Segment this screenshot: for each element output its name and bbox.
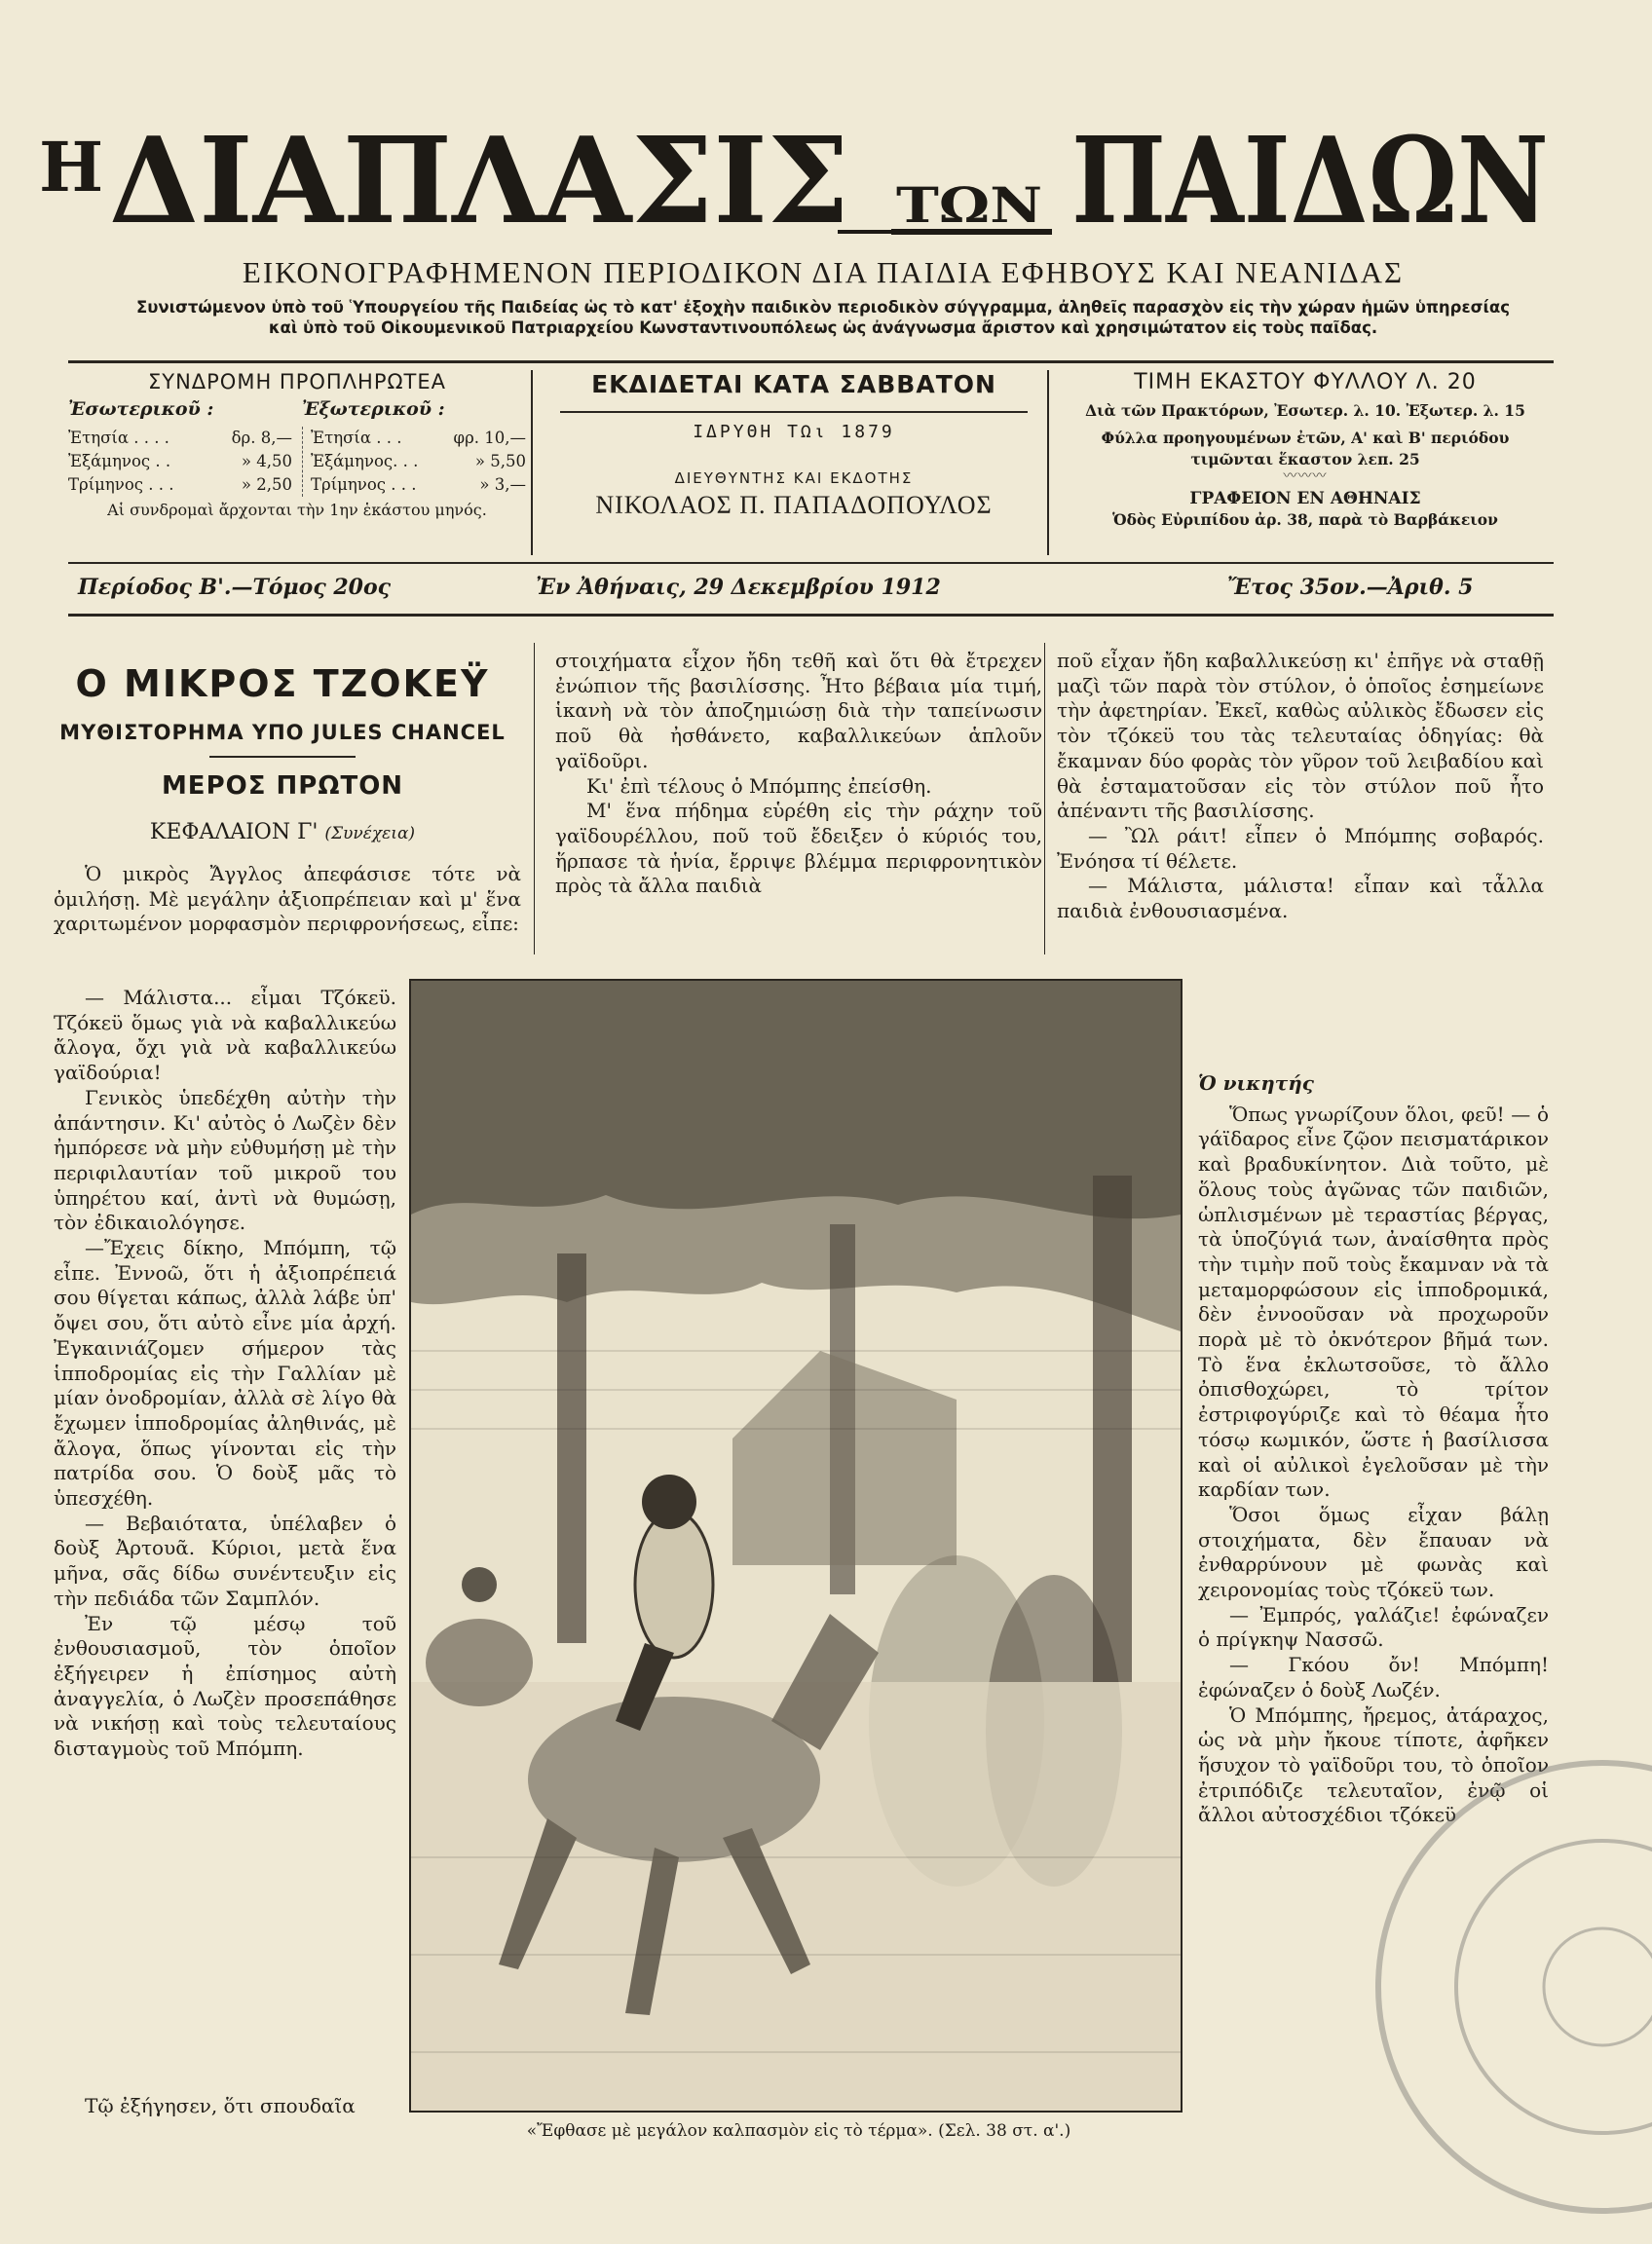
domestic-list — [68, 427, 292, 497]
article-subtitle: ΜΥΘΙΣΤΟΡΗΜΑ ΥΠΟ JULES CHANCEL — [59, 721, 506, 744]
paragraph: —Ἔχεις δίκηο, Μπόμπη, τῷ εἶπε. Ἐννοῶ, ὅτι ἡ ἀξιοπρέπειά σου θίγεται κάπως, ἀλλὰ λάβε ὑπ' ὄψει σου, ὅτι αὐτὸ εἶνε μία ἀρχή. Ἐγκαινιάζομεν σήμερον τὰς ἱπποδρομίας εἰς τὴν Γαλλίαν μὲ μίαν ὀνοδρομίαν, ἀλλὰ σὲ λίγο θὰ ἔχωμεν ἱπποδρομίας ἀληθινάς, μὲ ἄλογα, ὅπως γίνονται εἰς τὴν πατρίδα σου. Ὁ δοὺξ μᾶς τὸ ὑπεσχέθη. — [54, 1236, 396, 1511]
masthead-article: Η — [39, 127, 104, 207]
illustration-drawing — [411, 981, 1181, 2111]
masthead-word1: ΔΙΑΠΛΑΣΙΣ — [109, 110, 849, 250]
column-rule-2 — [1044, 643, 1045, 954]
approval-line-1: Συνιστώμενον ὑπὸ τοῦ Ὑπουργείου τῆς Παιδείας ὡς τὸ κατ' ἐξοχὴν παιδικὸν περιοδικὸν σύγγραμμα, ἀληθεῖς παρασχὸν εἰς τὴν χώραν ἡμῶν ὑπηρεσίας — [135, 298, 1511, 317]
director-name: ΝΙΚΟΛΑΟΣ Π. ΠΑΠΑΔΟΠΟΥΛΟΣ — [595, 491, 993, 519]
director-title: ΔΙΕΥΘΥΝΤΗΣ ΚΑΙ ΕΚΔΟΤΗΣ — [674, 469, 914, 487]
illustration-caption: «Ἔφθασε μὲ μεγάλον καλπασμὸν εἰς τὸ τέρμα». (Σελ. 38 στ. α'.) — [526, 2121, 1071, 2141]
subscription-box — [68, 370, 526, 519]
approval-notice — [68, 297, 1578, 338]
masthead-word3: ΠΑΙΔΩΝ — [1071, 110, 1549, 250]
approval-line-2: καὶ ὑπὸ τοῦ Οἰκουμενικοῦ Πατριαρχείου Κωνσταντινουπόλεως ὡς ἀνάγνωσμα ἄριστον καὶ χρησιμώτατον εἰς τοὺς παῖδας. — [268, 318, 1378, 337]
paragraph: Ὁ μικρὸς Ἄγγλος ἀπεφάσισε τότε νὰ ὁμιλήσῃ. Μὲ μεγάλην ἀξιοπρέπειαν καὶ μ' ἕνα χαριτωμένον μορφασμὸν περιφρονήσεως, εἶπε: — [54, 862, 521, 936]
header-divider-2 — [1047, 370, 1049, 555]
paragraph: Γενικὸς ὑπεδέχθη αὐτὴν τὴν ἀπάντησιν. Κι' αὐτὸς ὁ Λωζὲν δὲν ἠμπόρεσε νὰ μὴν εὐθυμήσῃ μὲ τὴν περιφιλαυτίαν τοῦ μικροῦ του ὑπηρέτου καί, ἀντὶ νὰ θυμώσῃ, τὸν ἐδικαιολόγησε. — [54, 1085, 396, 1235]
price-box — [1057, 370, 1554, 531]
wave-ornament: 〰〰〰 — [1283, 468, 1328, 484]
price-line-1: Διὰ τῶν Πρακτόρων, Ἐσωτερ. λ. 10. Ἐξωτερ. λ. 15 — [1085, 401, 1525, 420]
column-2 — [555, 649, 1042, 899]
paragraph: — Ὢλ ράιτ! εἶπεν ὁ Μπόμπης σοβαρός. Ἐνόησα τί θέλετε. — [1057, 823, 1544, 873]
masthead-subtitle: ΕΙΚΟΝΟΓΡΑΦΗΜΕΝΟΝ ΠΕΡΙΟΔΙΚΟΝ ΔΙΑ ΠΑΙΔΙΑ ΕΦΗΒΟΥΣ ΚΑΙ ΝΕΑΝΙΔΑΣ — [242, 255, 1405, 289]
foreign-row: Ἐτησία . . . φρ. 10,— — [311, 429, 526, 447]
header-rule-top — [68, 360, 1554, 363]
issue-year: Ἔτος 35ον.—Ἀριθ. 5 — [1227, 575, 1474, 600]
column-1-top — [54, 862, 521, 937]
continued-label: (Συνέχεια) — [324, 824, 416, 843]
library-stamp — [1310, 1743, 1641, 2230]
masthead-logo — [39, 76, 1558, 261]
article-part: ΜΕΡΟΣ ΠΡΩΤΟΝ — [161, 771, 404, 801]
section-heading: Ὁ νικητής — [1198, 1071, 1314, 1095]
masthead-word2: ΤΩΝ — [896, 176, 1042, 234]
publication-title: ΕΚΔΙΔΕΤΑΙ ΚΑΤΑ ΣΑΒΒΑΤΟΝ — [591, 370, 996, 398]
foreign-list — [302, 427, 526, 497]
price-line-2: Φύλλα προηγουμένων ἐτῶν, Α' καὶ Β' περιόδου — [1101, 429, 1510, 447]
founded-year: ΙΔΡΥΘΗ ΤΩι 1879 — [693, 422, 895, 442]
subscription-note: Αἱ συνδρομαὶ ἄρχονται τὴν 1ην ἑκάστου μηνός. — [107, 501, 487, 519]
illustration — [409, 979, 1183, 2113]
foreign-row: Τρίμηνος . . . » 3,— — [311, 475, 526, 494]
domestic-row: Ἐξάμηνος . . » 4,50 — [68, 452, 292, 470]
subscription-grid — [68, 397, 526, 497]
domestic-label: Ἐσωτερικοῦ : — [68, 398, 214, 420]
domestic-row: Ἐτησία . . . . δρ. 8,— — [68, 429, 292, 447]
paragraph: Ὁ Μπόμπης, ἤρεμος, ἀτάραχος, ὡς νὰ μὴν ἤκουε τίποτε, ἀφῆκεν ἥσυχον τὸ γαϊδοῦρι του, τὸ ὁποῖον ἐτριπόδιζε τελευταῖον, ἐνῷ οἱ ἄλλοι αὐτοσχέδιοι τζόκεϋ — [1198, 1702, 1549, 1827]
paragraph: Μ' ἕνα πήδημα εὑρέθη εἰς τὴν ράχην τοῦ γαϊδουρέλλου, ποῦ τοῦ ἔδειξεν ὁ κύριός του, ἥρπασε τὰ ἡνία, ἔρριψε βλέμμα περιφρονητικὸν πρὸς τὰ ἄλλα παιδιὰ — [555, 799, 1042, 898]
chapter-label: ΚΕΦΑΛΑΙΟΝ Γ' — [149, 820, 319, 844]
header-rule-mid — [68, 562, 1554, 564]
price-title: ΤΙΜΗ ΕΚΑΣΤΟΥ ΦΥΛΛΟΥ Λ. 20 — [1134, 370, 1477, 394]
library-stamp-seal — [1310, 1743, 1641, 2230]
publication-title-rule — [560, 411, 1028, 413]
issue-date: Ἐν Ἀθήναις, 29 Δεκεμβρίου 1912 — [536, 575, 941, 600]
column-rule-1 — [534, 643, 535, 954]
column-3-top — [1057, 649, 1544, 924]
paragraph: Κι' ἐπὶ τέλους ὁ Μπόμπης ἐπείσθη. — [586, 773, 932, 798]
publication-box — [541, 370, 1047, 520]
domestic-row: Τρίμηνος . . . » 2,50 — [68, 475, 292, 494]
column-1-body — [54, 986, 396, 1762]
article-chapter — [44, 820, 521, 844]
office-address: Ὁδὸς Εὐριπίδου ἀρ. 38, παρὰ τὸ Βαρβάκειον — [1112, 510, 1498, 529]
masthead — [39, 76, 1558, 261]
paragraph: — Γκόου ὄν! Μπόμπη! ἐφώναζεν ὁ δοὺξ Λωζέν. — [1198, 1653, 1549, 1702]
paragraph: στοιχήματα εἶχον ἤδη τεθῆ καὶ ὅτι θὰ ἔτρεχεν ἐνώπιον τῆς βασιλίσσης. Ἦτο βέβαια μία τιμή, ἱκανὴ νὰ τὸν ἀποζημιώσῃ διὰ τὴν ταπείνωσιν ποῦ θὰ ἠσθάνετο, καβαλλικεύων ἁπλοῦν γαϊδοῦρι. — [555, 649, 1042, 772]
subtitle-rule — [209, 756, 356, 758]
paragraph: Ὅσοι ὅμως εἶχαν βάλῃ στοιχήματα, δὲν ἔπαυαν νὰ ἐνθαρρύνουν μὲ φωνὰς καὶ χειρονομίας τοὺς τζόκεϋ των. — [1198, 1502, 1549, 1602]
column-1-bottom — [54, 2094, 396, 2119]
paragraph: — Μάλιστα... εἶμαι Τζόκεϋ. Τζόκεϋ ὅμως γιὰ νὰ καβαλλικεύω ἄλογα, ὄχι γιὰ νὰ καβαλλικεύω γαϊδούρια! — [54, 986, 396, 1085]
paragraph: — Μάλιστα, μάλιστα! εἶπαν καὶ τἆλλα παιδιὰ ἐνθουσιασμένα. — [1057, 874, 1544, 923]
price-line-3: τιμῶνται ἕκαστον λεπ. 25 — [1190, 450, 1420, 468]
paragraph: Ὅπως γνωρίζουν ὅλοι, φεῦ! — ὁ γάϊδαρος εἶνε ζῷον πεισματάρικον καὶ βραδυκίνητον. Διὰ τοῦτο, μὲ ὅλους τοὺς ἀγῶνας τῶν παιδιῶν, ὡπλισμένων μὲ τεραστίας βέργας, τὰ ὑποζύγιά των, ἀναίσθητα πρὸς τὴν τιμὴν ποῦ τοὺς ἔκαμναν νὰ τὰ μεταμορφώσουν εἰς ἱπποδρομικά, δὲν ἐννοοῦσαν νὰ προχωροῦν πορὰ μὲ τὸ ὀκνότερον βῆμά των. Τὸ ἕνα ἐκλωτσοῦσε, τὸ ἄλλο ὀπισθοχώρει, τὸ τρίτον ἐστριφογύριζε καὶ τὸ θέαμα ἦτο τόσῳ κωμικόν, ὥστε ἡ βασίλισσα καὶ οἱ αὐλικοὶ ἐγελοῦσαν μὲ τὴν καρδίαν των. — [1198, 1102, 1549, 1502]
header-divider-1 — [531, 370, 533, 555]
foreign-row: Ἐξάμηνος. . . » 5,50 — [311, 452, 526, 470]
subscription-title: ΣΥΝΔΡΟΜΗ ΠΡΟΠΛΗΡΩΤΕΑ — [147, 370, 447, 393]
issue-period: Περίοδος Β'.—Τόμος 20ος — [78, 575, 392, 600]
paragraph: Ἐν τῷ μέσῳ τοῦ ἐνθουσιασμοῦ, τὸν ὁποῖον ἐξήγειρεν ἡ ἐπίσημος αὐτὴ ἀναγγελία, ὁ Λωζὲν προσεπάθησε νὰ νικήσῃ καὶ τοὺς τελευταίους δισταγμοὺς τοῦ Μπόμπη. — [54, 1611, 396, 1761]
article-title: Ο ΜΙΚΡΟΣ ΤΖΟΚΕΫ — [75, 662, 490, 705]
paragraph: — Ἐμπρός, γαλάζιε! ἐφώναζεν ὁ πρίγκηψ Νασσῶ. — [1198, 1602, 1549, 1652]
paragraph: ποῦ εἶχαν ἤδη καβαλλικεύσῃ κι' ἐπῆγε νὰ σταθῇ μαζὶ τῶν παρὰ τὸν στύλον, ὁ ὁποῖος ἐσημείωνε τὴν ἀφετηρίαν. Ἐκεῖ, καθὼς αὐλικὸς ἔδωσεν εἰς τὸν τζόκεϋ του τὰς τελευταίας ὁδηγίας: θὰ ἔκαμναν δύο φορὰς τὸν γῦρον τοῦ λειβαδίου καὶ θὰ ἐσταματοῦσαν εἰς τὸν στύλον ποῦ ἦτο ἀπέναντι τῆς βασιλίσσης. — [1057, 649, 1544, 823]
column-3-body — [1198, 1071, 1549, 1828]
foreign-label: Ἐξωτερικοῦ : — [302, 398, 445, 420]
office-title: ΓΡΑΦΕΙΟΝ ΕΝ ΑΘΗΝΑΙΣ — [1189, 489, 1421, 508]
paragraph: — Βεβαιότατα, ὑπέλαβεν ὁ δοὺξ Ἀρτουᾶ. Κύριοι, μετὰ ἕνα μῆνα, σᾶς δίδω συνέντευξιν εἰς τὴν πεδιάδα τῶν Σαμπλόν. — [54, 1511, 396, 1610]
header-rule-bottom — [68, 614, 1554, 617]
paragraph: Τῷ ἐξήγησεν, ὅτι σπουδαῖα — [85, 2094, 356, 2117]
